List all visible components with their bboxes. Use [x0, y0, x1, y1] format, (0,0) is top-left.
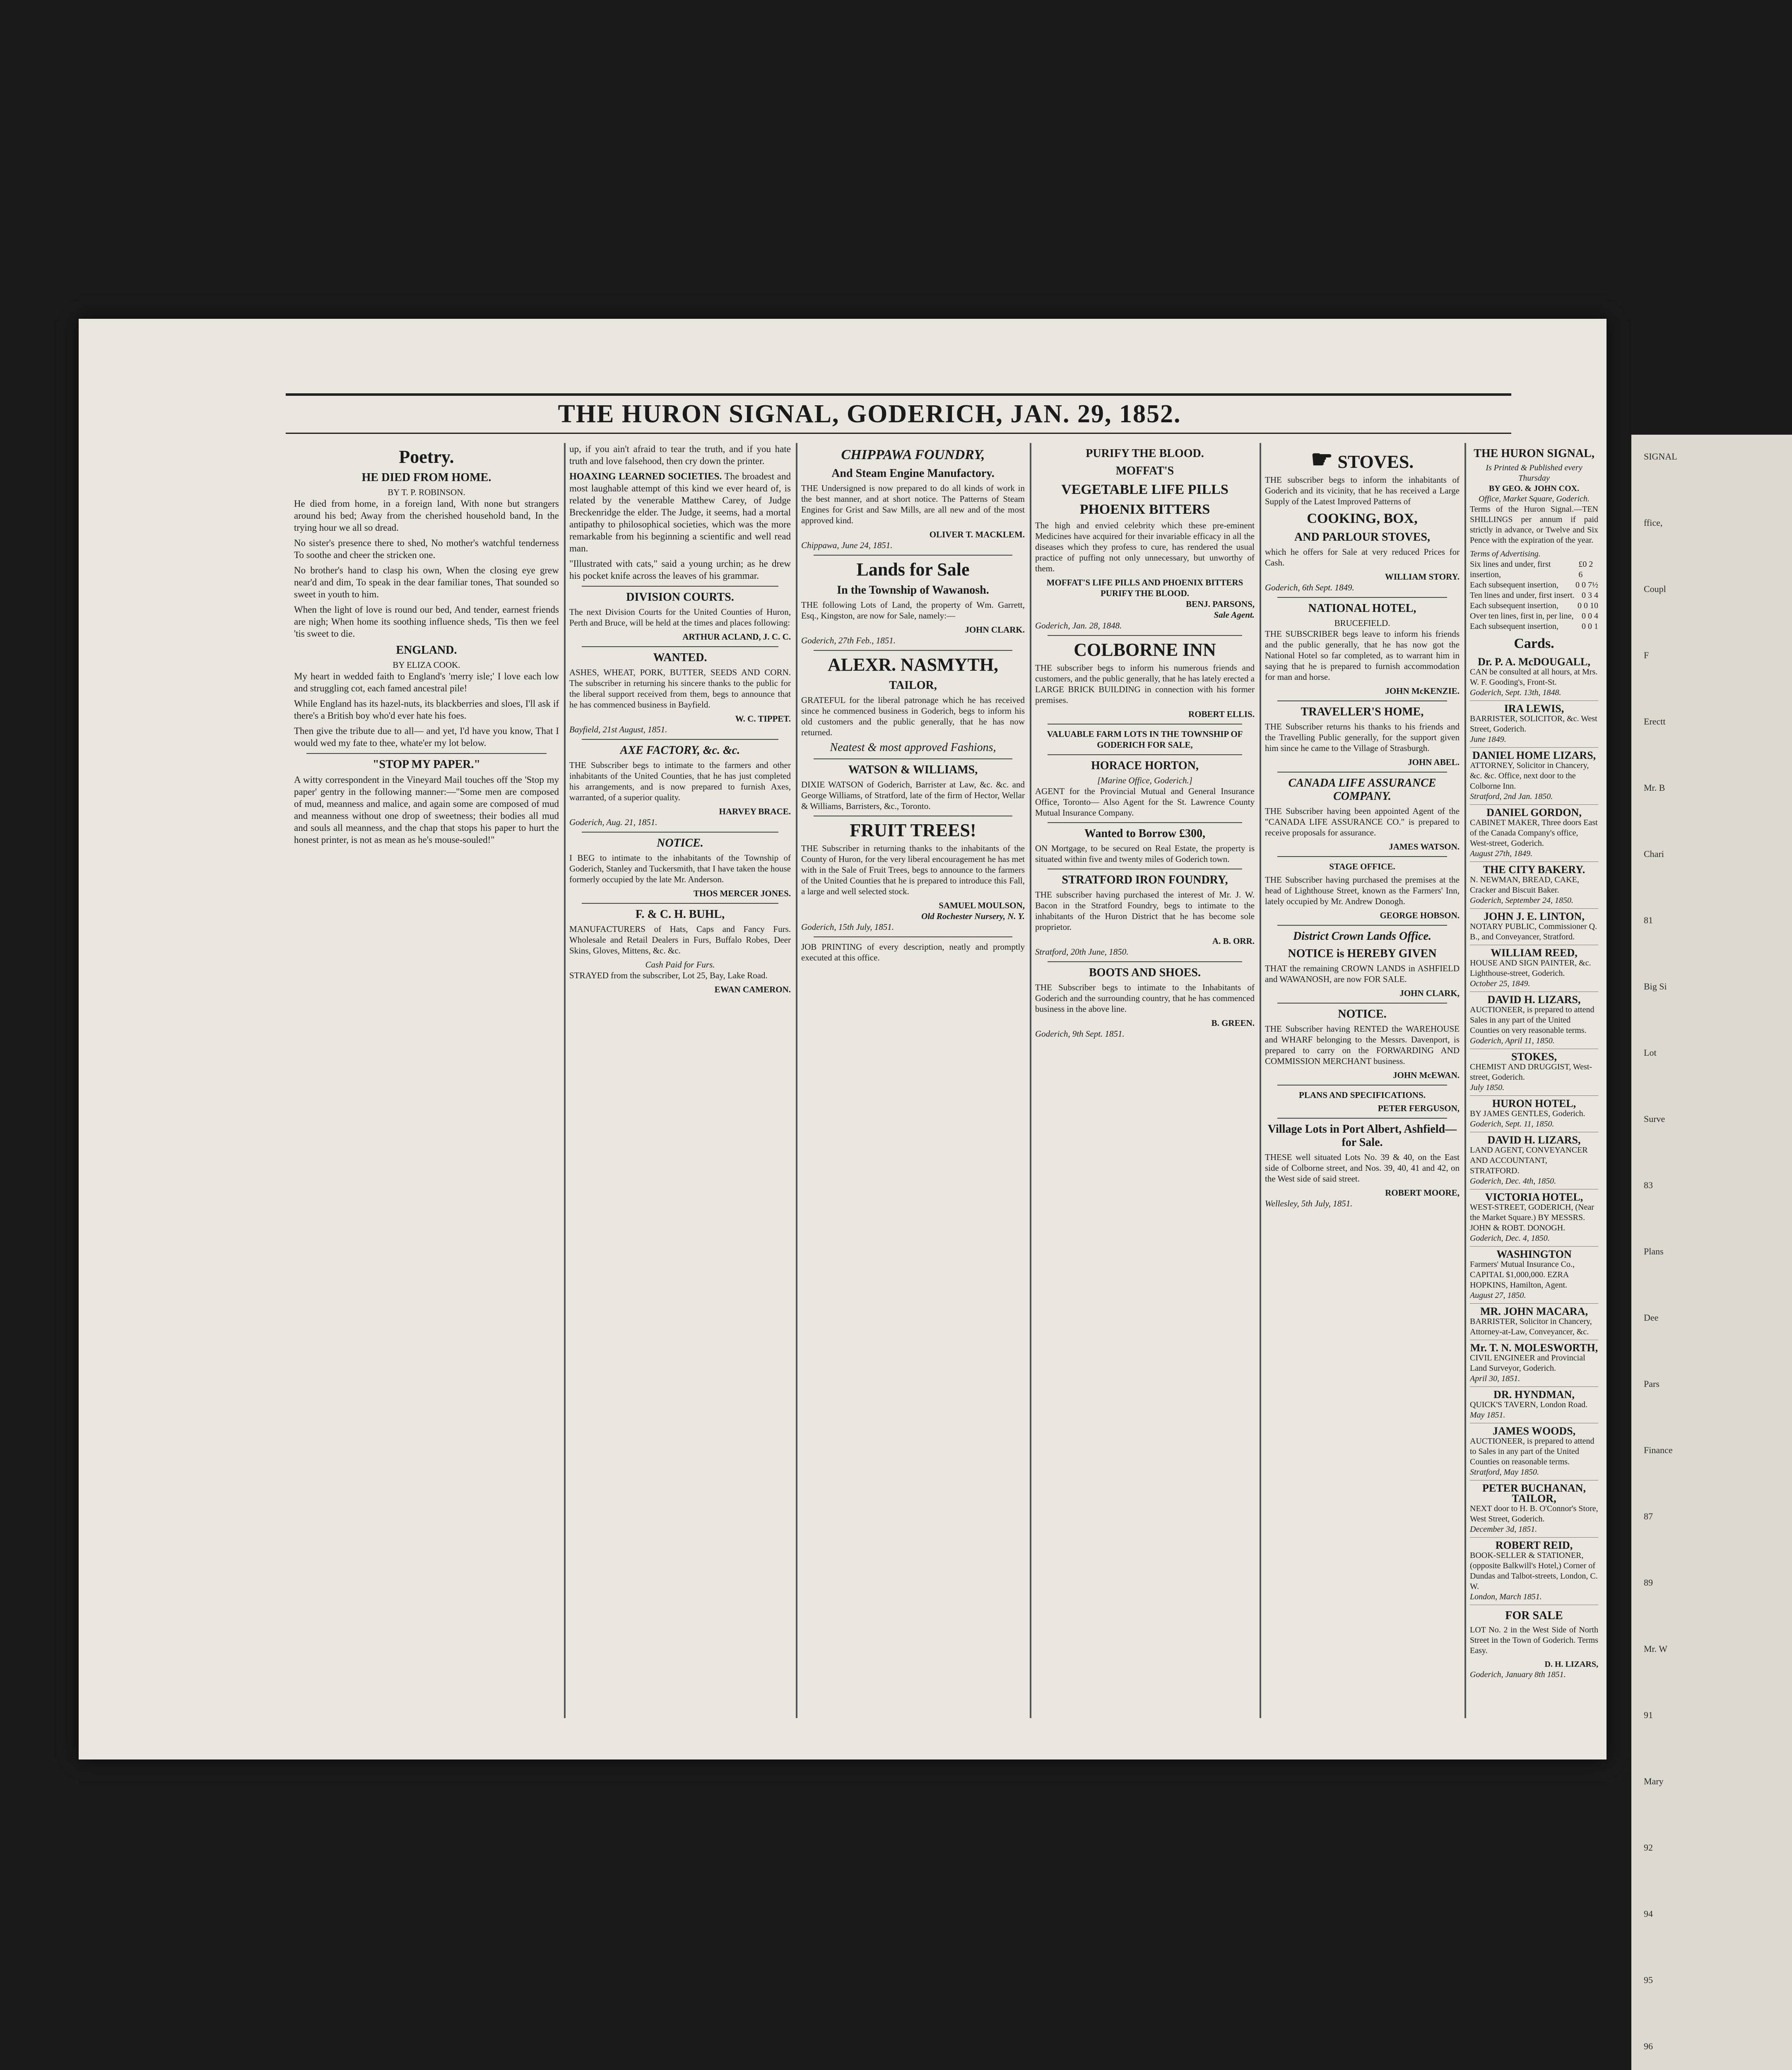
- advertising-title: Terms of Advertising.: [1470, 549, 1541, 558]
- adjacent-page-text: Plans: [1644, 1246, 1664, 1256]
- rate-label: Ten lines and under, first insert.: [1470, 591, 1575, 600]
- card-text: NOTARY PUBLIC, Commissioner Q. B., and Conveyancer, Stratford.: [1470, 922, 1597, 941]
- rate-label: Each subsequent insertion,: [1470, 601, 1558, 610]
- adjacent-page-text: 94: [1644, 1909, 1653, 1919]
- card-name: PETER BUCHANAN, TAILOR,: [1482, 1482, 1586, 1504]
- ad-signature: B. GREEN.: [1211, 1018, 1255, 1028]
- ad-text: I BEG to intimate to the inhabitants of the Township of Goderich, Stanley and Tuckersmith, that I have taken the house formerly occupied by the late Mr. Anderson.: [569, 853, 791, 884]
- card-text: QUICK'S TAVERN, London Road.: [1470, 1400, 1588, 1409]
- ad-title: COOKING, BOX,: [1307, 511, 1418, 526]
- card-text: BARRISTER, Solicitor in Chancery, Attorney-at-Law, Conveyancer, &c.: [1470, 1317, 1592, 1336]
- adjacent-page-text: Chari: [1644, 849, 1664, 859]
- divider: [1277, 1003, 1447, 1004]
- card-name: MR. JOHN MACARA,: [1480, 1305, 1588, 1317]
- card-date: Goderich, Dec. 4, 1850.: [1470, 1234, 1550, 1243]
- card-text: AUCTIONEER, is prepared to attend to Sales in any part of the United Counties on reasonable terms.: [1470, 1437, 1594, 1466]
- ad-title: Wanted to Borrow £300,: [1084, 827, 1205, 840]
- adjacent-page-text: Mr. B: [1644, 782, 1665, 793]
- card-text: CABINET MAKER, Three doors East of the Canada Company's office, West-street, Goderich.: [1470, 818, 1598, 848]
- poem-stanza: No brother's hand to clasp his own, When the closing eye grew near'd and dim, To speak in the dear familiar tones, That sounded so sweet in youth to him.: [294, 565, 559, 599]
- ad-title: MOFFAT'S: [1115, 465, 1174, 477]
- divider: [814, 555, 1012, 556]
- rate-value: 0 0 1: [1582, 622, 1598, 631]
- ad-title: STOVES.: [1337, 452, 1414, 472]
- business-card: [1470, 1423, 1598, 1480]
- ad-signature: JOHN McKENZIE.: [1385, 686, 1460, 696]
- article-text: The broadest and most laughable attempt of this kind we ever heard of, is related by the venerable Matthew Carey, of Judge Breckenridge the elder. The Judge, it seems, had a mortal antipathy to philosophical societies, which was the more remarkable from his beginning a scientific and well read man.: [569, 471, 791, 554]
- card-text: ATTORNEY, Solicitor in Chancery, &c. &c. Office, next door to the Colborne Inn.: [1470, 761, 1589, 791]
- card-name: JOHN J. E. LINTON,: [1484, 910, 1585, 922]
- card-date: December 3d, 1851.: [1470, 1525, 1537, 1534]
- rates-table: [1470, 559, 1598, 632]
- poem-author: BY T. P. ROBINSON.: [388, 487, 465, 497]
- column-3: [801, 443, 1025, 1726]
- ad-subtitle: In the Township of Wawanosh.: [837, 584, 989, 597]
- divider: [1277, 1085, 1447, 1086]
- adjacent-page-text: Coupl: [1644, 584, 1666, 594]
- ad-title: DIVISION COURTS.: [626, 591, 734, 604]
- ad-title: WANTED.: [653, 651, 707, 664]
- card-name: WILLIAM REED,: [1491, 947, 1578, 959]
- ad-signature: ARTHUR ACLAND, J. C. C.: [682, 632, 791, 642]
- masthead-rule: [286, 433, 1511, 434]
- ad-signature: JOHN CLARK.: [965, 625, 1025, 635]
- rate-row: [1470, 611, 1598, 621]
- ad-text: THE Subscriber having been appointed Agent of the "CANADA LIFE ASSURANCE CO." is prepared to receive proposals for assurance.: [1265, 806, 1460, 838]
- adjacent-page-text: Mary: [1644, 1776, 1664, 1786]
- business-card: [1470, 1049, 1598, 1096]
- divider: [306, 753, 547, 754]
- divider: [582, 739, 778, 740]
- ad-tagline: Neatest & most approved Fashions,: [830, 741, 996, 754]
- card-name: THE CITY BAKERY.: [1483, 864, 1585, 876]
- ad-date: Bayfield, 21st August, 1851.: [569, 724, 667, 734]
- adjacent-page-text: 81: [1644, 915, 1653, 925]
- ad-text: THE Subscriber having RENTED the WAREHOUSE and WHARF belonging to the Messrs. Davenport, is prepared to carry on the FORWARDING AND COMMISSION MERCHANT business.: [1265, 1024, 1460, 1066]
- ad-text: THE SUBSCRIBER begs leave to inform his friends and the public generally, that he has now got the National Hotel so far completed, as to warrant him in saying that he is prepared to furnish accommodation for man and horse.: [1265, 629, 1460, 682]
- poem-author: BY ELIZA COOK.: [393, 660, 460, 670]
- ad-date: Chippawa, June 24, 1851.: [801, 540, 893, 550]
- card-text: Farmers' Mutual Insurance Co., CAPITAL $1,000,000. EZRA HOPKINS, Hamilton, Agent.: [1470, 1260, 1575, 1290]
- card-name: VICTORIA HOTEL,: [1485, 1191, 1583, 1203]
- terms-text: Terms of the Huron Signal.—TEN SHILLINGS per annum if paid strictly in advance, or Twelve and Six Pence with the expiration of the year.: [1470, 505, 1598, 545]
- poem-stanza: When the light of love is round our bed, And tender, earnest friends are nigh; When home its soothing influence sheds, 'Tis then we feel 'tis sweet to die.: [294, 604, 559, 639]
- divider: [1048, 822, 1242, 823]
- column-rule: [796, 443, 797, 1718]
- rate-label: Each subsequent insertion,: [1470, 622, 1558, 631]
- rate-row: [1470, 601, 1598, 611]
- ad-text: ASHES, WHEAT, PORK, BUTTER, SEEDS AND CORN. The subscriber in returning his sincere thanks to the public for the liberal support received from them, begs to announce that he has commenced business in Bayfield.: [569, 667, 791, 710]
- adjacent-page-text: 95: [1644, 1975, 1653, 1985]
- adjacent-page-text: F: [1644, 650, 1649, 660]
- ad-title: PLANS AND SPECIFICATIONS.: [1299, 1090, 1426, 1100]
- adjacent-page-text: 89: [1644, 1577, 1653, 1588]
- ad-title: NOTICE.: [1338, 1008, 1387, 1021]
- ad-title: COLBORNE INN: [1074, 640, 1216, 660]
- divider: [582, 586, 778, 587]
- business-card: [1470, 1189, 1598, 1247]
- ad-tagline: MOFFAT'S LIFE PILLS AND PHOENIX BITTERS PURIFY THE BLOOD.: [1046, 578, 1243, 598]
- ad-signature: THOS MERCER JONES.: [693, 888, 791, 898]
- card-text: LAND AGENT, CONVEYANCER AND ACCOUNTANT, STRATFORD.: [1470, 1146, 1588, 1175]
- ad-title: Village Lots in Port Albert, Ashfield—for Sale.: [1267, 1123, 1457, 1149]
- card-date: Goderich, Sept. 13th, 1848.: [1470, 688, 1561, 697]
- article-text: up, if you ain't afraid to tear the truth, and if you hate truth and love falsehood, then cry down the printer.: [569, 444, 791, 466]
- ad-text: THE Subscriber begs to intimate to the Inhabitants of Goderich and the surrounding country, that he has commenced business in the above line.: [1035, 982, 1255, 1014]
- column-poetry: [294, 443, 559, 1726]
- ad-text: THE Subscriber having purchased the premises at the head of Lighthouse Street, known as the Farmers' Inn, lately occupied by Mr. Andrew Donogh.: [1265, 875, 1460, 906]
- ad-text: THE subscriber begs to inform the inhabitants of Goderich and its vicinity, that he has received a Large Supply of the Latest Improved Patterns of: [1265, 475, 1460, 506]
- column-5: [1265, 443, 1460, 1726]
- ad-signature: GEORGE HOBSON.: [1380, 910, 1460, 920]
- column-rule: [564, 443, 566, 1718]
- adjacent-page-text: Dee: [1644, 1312, 1659, 1323]
- card-text: WEST-STREET, GODERICH, (Near the Market Square.) BY MESSRS. JOHN & ROBT. DONOGH.: [1470, 1203, 1594, 1232]
- ad-signature: A. B. ORR.: [1212, 936, 1255, 946]
- card-date: Goderich, Sept. 11, 1850.: [1470, 1119, 1554, 1129]
- ad-text: GRATEFUL for the liberal patronage which he has received since he commenced business in Goderich, begs to inform his old customers and the public generally, that he has now returned.: [801, 695, 1025, 737]
- ad-signature: HARVEY BRACE.: [719, 806, 791, 816]
- divider: [814, 936, 1012, 937]
- column-rule: [1464, 443, 1466, 1718]
- card-name: Mr. T. N. MOLESWORTH,: [1470, 1342, 1598, 1354]
- ad-title: NATIONAL HOTEL,: [1308, 602, 1416, 615]
- poetry-heading: Poetry.: [399, 447, 454, 467]
- ad-date: Goderich, 27th Feb., 1851.: [801, 635, 896, 645]
- card-date: Stratford, 2nd Jan. 1850.: [1470, 792, 1553, 801]
- ad-date: Stratford, 20th June, 1850.: [1035, 947, 1129, 957]
- ad-title: CANADA LIFE ASSURANCE COMPANY.: [1288, 777, 1436, 803]
- card-name: DANIEL GORDON,: [1486, 806, 1582, 818]
- business-card: [1470, 909, 1598, 945]
- card-date: Goderich, April 11, 1850.: [1470, 1036, 1555, 1045]
- divider: [1277, 925, 1447, 926]
- ad-tagline: Cash Paid for Furs.: [645, 960, 715, 970]
- divider: [582, 903, 778, 904]
- card-name: IRA LEWIS,: [1504, 703, 1564, 715]
- divider: [582, 646, 778, 647]
- divider: [1277, 597, 1447, 598]
- ad-signature: EWAN CAMERON.: [714, 984, 791, 994]
- poem-stanza: While England has its hazel-nuts, its blackberries and sloes, I'll ask if there's a British boy who'd ever hate his foes.: [294, 698, 559, 721]
- pointing-hand-icon: ☛: [1310, 446, 1333, 473]
- card-name: DANIEL HOME LIZARS,: [1472, 749, 1596, 761]
- card-name: DR. HYNDMAN,: [1493, 1389, 1575, 1401]
- rate-row: [1470, 559, 1598, 580]
- ad-date: Goderich, 15th July, 1851.: [801, 922, 894, 932]
- poem-stanza: No sister's presence there to shed, No mother's watchful tenderness To soothe and cheer the stricken one.: [294, 538, 559, 560]
- adjacent-page-text: SIGNAL: [1644, 451, 1677, 462]
- ad-title: CHIPPAWA FOUNDRY,: [841, 447, 985, 462]
- adjacent-page-text: Pars: [1644, 1379, 1660, 1389]
- ad-signature: OLIVER T. MACKLEM.: [929, 530, 1025, 539]
- ad-text: LOT No. 2 in the West Side of North Street in the Town of Goderich. Terms Easy.: [1470, 1625, 1598, 1655]
- divider: [1048, 754, 1242, 755]
- ad-text: THE Subscriber returns his thanks to his friends and the Travelling Public generally, for the support given him since he came to the Village of Strasburgh.: [1265, 722, 1460, 753]
- rate-row: [1470, 580, 1598, 590]
- ad-signature: W. C. TIPPET.: [735, 714, 791, 724]
- ad-title: HORACE HORTON,: [1091, 759, 1199, 772]
- poem-title: HE DIED FROM HOME.: [361, 471, 491, 484]
- newspaper-page: [79, 319, 1607, 1760]
- rate-label: Six lines and under, first insertion,: [1470, 560, 1551, 579]
- card-date: July 1850.: [1470, 1083, 1505, 1092]
- rate-value: 0 3 4: [1582, 591, 1598, 600]
- ad-text: ON Mortgage, to be secured on Real Estate, the property is situated within five and twenty miles of Goderich town.: [1035, 843, 1255, 864]
- card-text: HOUSE AND SIGN PAINTER, &c. Lighthouse-street, Goderich.: [1470, 958, 1591, 978]
- business-card: [1470, 992, 1598, 1049]
- card-text: CAN be consulted at all hours, at Mrs. W. F. Gooding's, Front-St.: [1470, 667, 1598, 687]
- rate-label: Over ten lines, first in, per line,: [1470, 611, 1574, 621]
- card-name: WASHINGTON: [1496, 1248, 1572, 1260]
- ad-text: which he offers for Sale at very reduced Prices for Cash.: [1265, 547, 1460, 568]
- ad-signature: JAMES WATSON.: [1389, 842, 1460, 852]
- card-date: June 1849.: [1470, 735, 1506, 744]
- ad-signature: JOHN McEWAN.: [1393, 1070, 1460, 1080]
- ad-title: BOOTS AND SHOES.: [1089, 966, 1201, 979]
- divider: [1277, 700, 1447, 701]
- divider: [1277, 856, 1447, 857]
- ad-text: THAT the remaining CROWN LANDS in ASHFIELD and WAWANOSH, are now FOR SALE.: [1265, 963, 1460, 984]
- ad-text: JOB PRINTING of every description, neatly and promptly executed at this office.: [801, 942, 1025, 963]
- rate-row: [1470, 590, 1598, 601]
- ad-date: Goderich, Aug. 21, 1851.: [569, 817, 658, 827]
- ad-text: THESE well situated Lots No. 39 & 40, on the East side of Colborne street, and Nos. 39, 40, 41 and 42, on the West side of said street.: [1265, 1152, 1460, 1184]
- ad-subtitle: TAILOR,: [889, 679, 937, 692]
- business-card: [1470, 805, 1598, 862]
- poem-stanza: He died from home, in a foreign land, With none but strangers around his bed; Away from the cherished household band, In the trying hour we all so dread.: [294, 498, 559, 533]
- ad-title: STAGE OFFICE.: [1329, 862, 1395, 871]
- rate-row: [1470, 621, 1598, 632]
- card-text: BY JAMES GENTLES, Goderich.: [1470, 1109, 1585, 1118]
- business-card: [1470, 654, 1598, 701]
- adjacent-page-text: 87: [1644, 1511, 1653, 1521]
- adjacent-page-text: Big Si: [1644, 981, 1667, 992]
- divider: [1048, 635, 1242, 636]
- ad-signature: Old Rochester Nursery, N. Y.: [921, 911, 1025, 921]
- ad-subtitle: [Marine Office, Goderich.]: [1097, 775, 1192, 785]
- card-text: BOOK-SELLER & STATIONER, (opposite Balkwill's Hotel,) Corner of Dundas and Talbot-streets, London, C. W.: [1470, 1551, 1598, 1591]
- masthead: THE HURON SIGNAL, GODERICH, JAN. 29, 1852.: [558, 400, 1181, 428]
- ad-signature: ROBERT MOORE,: [1385, 1188, 1460, 1198]
- adjacent-page-text: 92: [1644, 1842, 1653, 1853]
- ad-title: VEGETABLE LIFE PILLS: [1061, 482, 1228, 497]
- cards-heading: Cards.: [1514, 636, 1554, 651]
- card-date: August 27, 1850.: [1470, 1291, 1526, 1300]
- ad-date: Goderich, 9th Sept. 1851.: [1035, 1029, 1125, 1039]
- ad-text: THE following Lots of Land, the property of Wm. Garrett, Esq., Kingston, are now for Sale, namely:—: [801, 600, 1025, 621]
- card-date: October 25, 1849.: [1470, 979, 1530, 988]
- business-card: [1470, 945, 1598, 992]
- ad-text: THE subscriber having purchased the interest of Mr. J. W. Bacon in the Stratford Foundry, begs to intimate to the inhabitants of the Huron District that he has become sole proprietor.: [1035, 890, 1255, 932]
- card-date: Goderich, September 24, 1850.: [1470, 896, 1573, 905]
- poem-stanza: Then give the tribute due to all— and yet, I'd have you know, That I would wed my fate to thee, whate'er my lot below.: [294, 726, 559, 748]
- ad-title: Lands for Sale: [856, 559, 970, 580]
- ad-signature: Sale Agent.: [1214, 610, 1255, 620]
- adjacent-page-text: Surve: [1644, 1114, 1665, 1124]
- divider: [814, 650, 1012, 651]
- ad-title: AND PARLOUR STOVES,: [1294, 531, 1430, 544]
- ad-text: THE Subscriber in returning thanks to the inhabitants of the County of Huron, for the very liberal encouragement he has met with in the Sale of Fruit Trees, begs to announce to the farmers of the United Counties that he is prepared to introduce this Fall, a large and well selected stock.: [801, 843, 1025, 896]
- ad-signature: WILLIAM STORY.: [1385, 572, 1460, 582]
- ad-subtitle: BRUCEFIELD.: [1334, 618, 1390, 628]
- ad-text: AGENT for the Provincial Mutual and General Insurance Office, Toronto— Also Agent for the St. Lawrence County Mutual Insurance Company.: [1035, 786, 1255, 818]
- ad-date: Goderich, Jan. 28, 1848.: [1035, 621, 1122, 631]
- card-text: BARRISTER, SOLICITOR, &c. West Street, Goderich.: [1470, 714, 1597, 734]
- business-card: [1470, 1387, 1598, 1423]
- column-6-cards: [1470, 443, 1598, 1726]
- ad-title: STRATFORD IRON FOUNDRY,: [1062, 874, 1228, 886]
- ad-signature: BENJ. PARSONS,: [1186, 599, 1255, 609]
- ad-title: F. & C. H. BUHL,: [635, 908, 725, 921]
- card-date: August 27th, 1849.: [1470, 849, 1533, 858]
- ad-text: THE Undersigned is now prepared to do all kinds of work in the best manner, and at short notice. The Patterns of Steam Engines for Grist and Saw Mills, are all new and of the most approved kind.: [801, 483, 1025, 525]
- top-rule: [286, 393, 1511, 396]
- business-card: [1470, 862, 1598, 909]
- business-card: [1470, 748, 1598, 805]
- column-4: [1035, 443, 1255, 1726]
- article-text: "Illustrated with cats," said a young urchin; as he drew his pocket knife across the leaves of his grammar.: [569, 558, 791, 581]
- adjacent-page-text: Lot: [1644, 1047, 1657, 1058]
- card-name: JAMES WOODS,: [1492, 1425, 1576, 1437]
- ad-title: FRUIT TREES!: [850, 820, 976, 840]
- card-text: N. NEWMAN, BREAD, CAKE, Cracker and Biscuit Baker.: [1470, 875, 1579, 895]
- ad-signature: PETER FERGUSON,: [1378, 1103, 1460, 1113]
- cards-list: [1470, 654, 1598, 1605]
- rate-label: Each subsequent insertion,: [1470, 580, 1558, 590]
- divider: [582, 832, 778, 833]
- ad-title: FOR SALE: [1505, 1609, 1563, 1622]
- card-name: ROBERT REID,: [1495, 1539, 1573, 1551]
- card-text: NEXT door to H. B. O'Connor's Store, West Street, Goderich.: [1470, 1504, 1598, 1524]
- business-card: [1470, 1340, 1598, 1387]
- ad-title: NOTICE.: [657, 837, 703, 850]
- business-card: [1470, 1538, 1598, 1605]
- ad-signature: ROBERT ELLIS.: [1188, 709, 1255, 719]
- adjacent-page-text: 83: [1644, 1180, 1653, 1190]
- business-card: [1470, 1132, 1598, 1189]
- ad-title: PHOENIX BITTERS: [1079, 502, 1210, 517]
- ad-date: Wellesley, 5th July, 1851.: [1265, 1199, 1353, 1208]
- business-card: [1470, 1096, 1598, 1132]
- rate-value: 0 0 4: [1582, 611, 1598, 621]
- adjacent-page-text: Mr. W: [1644, 1644, 1668, 1654]
- card-text: CIVIL ENGINEER and Provincial Land Surveyor, Goderich.: [1470, 1353, 1585, 1373]
- column-2: [569, 443, 791, 1726]
- article-title: HOAXING LEARNED SOCIETIES.: [569, 471, 722, 481]
- adjacent-page-text: 96: [1644, 2041, 1653, 2051]
- divider: [1277, 1118, 1447, 1119]
- ad-text: The high and envied celebrity which these pre-eminent Medicines have acquired for their invariable efficacy in all the diseases which they profess to cure, has rendered the usual practice of puffing not only unnecessary, but unworthy of them.: [1035, 520, 1255, 573]
- ad-text: THE subscriber begs to inform his numerous friends and customers, and the public generally, that he has lately erected a LARGE BRICK BUILDING in connection with his former premises.: [1035, 663, 1255, 705]
- poem-title: ENGLAND.: [396, 644, 457, 657]
- business-card: [1470, 701, 1598, 748]
- ad-text: DIXIE WATSON of Goderich, Barrister at Law, &c. &c. and George Williams, of Stratford, late of the firm of Hector, Wellar & Williams, Barristers, &c., Toronto.: [801, 780, 1025, 811]
- ad-text: THE Subscriber begs to intimate to the farmers and other inhabitants of the United Counties, that he has just completed his arrangements, and is now prepared to furnish Axes, warranted, of a superior quality.: [569, 760, 791, 802]
- ad-signature: D. H. LIZARS,: [1544, 1660, 1598, 1669]
- card-date: Stratford, May 1850.: [1470, 1468, 1539, 1477]
- card-date: April 30, 1851.: [1470, 1374, 1520, 1383]
- ad-subtitle: And Steam Engine Manufactory.: [831, 467, 995, 480]
- poem-stanza: My heart in wedded faith to England's 'merry isle;' I love each low and struggling cot, each famed ancestral pile!: [294, 671, 559, 693]
- ad-title: VALUABLE FARM LOTS IN THE TOWNSHIP OF GODERICH FOR SALE,: [1047, 729, 1243, 750]
- rate-value: 0 0 7½: [1575, 580, 1598, 590]
- ad-title: WATSON & WILLIAMS,: [848, 763, 978, 776]
- business-card: [1470, 1480, 1598, 1538]
- divider: [1048, 961, 1242, 962]
- adjacent-page-text: Erectt: [1644, 716, 1666, 727]
- rate-value: 0 0 10: [1578, 601, 1598, 610]
- article-text: A witty correspondent in the Vineyard Mail touches off the 'Stop my paper' gentry in the following manner:—"Some men are composed of mud, meanness and malice, and again some are composed of mud and meanness without one drop of sweetness; their bodies all mud and souls all meanness, and the chap that stops his paper to hurt the honest printer, is not as mean as he's mouse-souled!": [294, 775, 559, 845]
- column-rule: [1260, 443, 1261, 1718]
- adjacent-page-strip: [1631, 435, 1792, 2070]
- card-date: Goderich, Dec. 4th, 1850.: [1470, 1177, 1556, 1186]
- ad-title: TRAVELLER'S HOME,: [1301, 705, 1424, 718]
- adjacent-page-text: ffice,: [1644, 518, 1663, 528]
- card-name: DAVID H. LIZARS,: [1487, 994, 1581, 1006]
- paper-subtitle: Is Printed & Published every Thursday: [1486, 463, 1582, 483]
- column-rule: [1030, 443, 1031, 1718]
- rate-value: £0 2 6: [1578, 560, 1593, 579]
- ad-title: ALEXR. NASMYTH,: [828, 655, 998, 675]
- card-date: London, March 1851.: [1470, 1592, 1542, 1601]
- paper-title: THE HURON SIGNAL,: [1474, 447, 1594, 460]
- ad-title: PURIFY THE BLOOD.: [1086, 447, 1204, 460]
- ad-date: Goderich, January 8th 1851.: [1470, 1670, 1566, 1679]
- article-title: "STOP MY PAPER.": [372, 758, 481, 771]
- article-text: [569, 470, 791, 554]
- business-card: [1470, 1247, 1598, 1304]
- ad-title: District Crown Lands Office.: [1293, 930, 1431, 943]
- card-text: AUCTIONEER, is prepared to attend Sales in any part of the United Counties on very reasonable terms.: [1470, 1005, 1594, 1035]
- ad-signature: JOHN CLARK,: [1399, 988, 1460, 998]
- business-card: [1470, 1304, 1598, 1340]
- publisher: BY GEO. & JOHN COX.: [1489, 484, 1580, 493]
- ad-title: NOTICE is HEREBY GIVEN: [1288, 947, 1437, 960]
- ad-text: The next Division Courts for the United Counties of Huron, Perth and Bruce, will be held at the times and places following:: [569, 607, 791, 628]
- ad-signature: JOHN ABEL.: [1408, 757, 1460, 767]
- divider: [1277, 772, 1447, 773]
- office-address: Office, Market Square, Goderich.: [1478, 494, 1590, 503]
- card-text: CHEMIST AND DRUGGIST, West-street, Goderich.: [1470, 1062, 1592, 1082]
- ad-title: AXE FACTORY, &c. &c.: [620, 744, 740, 757]
- divider: [814, 758, 1012, 759]
- card-name: HURON HOTEL,: [1492, 1098, 1576, 1110]
- adjacent-page-text: 91: [1644, 1710, 1653, 1720]
- ad-text: MANUFACTURERS of Hats, Caps and Fancy Furs. Wholesale and Retail Dealers in Furs, Buffalo Robes, Deer Skins, Gloves, Mittens, &c. &c.: [569, 924, 791, 956]
- ad-text: STRAYED from the subscriber, Lot 25, Bay, Lake Road.: [569, 970, 768, 980]
- card-name: Dr. P. A. McDOUGALL,: [1478, 656, 1590, 668]
- ad-signature: SAMUEL MOULSON,: [939, 900, 1025, 910]
- card-date: May 1851.: [1470, 1410, 1505, 1420]
- ad-date: Goderich, 6th Sept. 1849.: [1265, 582, 1354, 592]
- card-name: STOKES,: [1511, 1051, 1557, 1063]
- adjacent-page-text: Finance: [1644, 1445, 1673, 1455]
- card-name: DAVID H. LIZARS,: [1487, 1134, 1581, 1146]
